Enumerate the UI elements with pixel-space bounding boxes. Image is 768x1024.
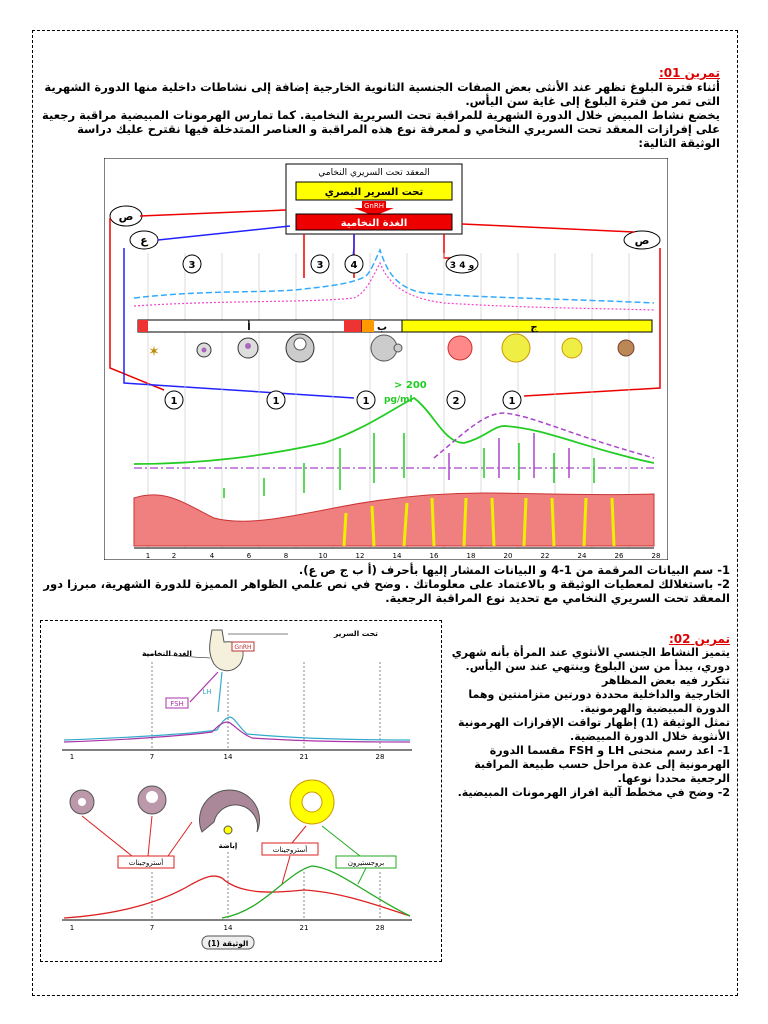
ovarian-hormones-figure: [42, 622, 438, 958]
exercise1-paragraph1: أثناء فترة البلوغ تظهر عند الأنثى بعض الصفات الجنسية الثانوية الخارجية إضافة إلى نشاطات داخلية منها الدورة الشهرية التى تمر من فترة البلوغ إلى غاية سن اليأس.: [44, 80, 720, 108]
exercise2-paragraph2: الخارجية والداخلية محددة دورتين متزامنتين وهما الدورة المبيضية والهرمونية.: [468, 688, 730, 715]
lh-label: LH: [202, 688, 212, 696]
num-1-c: 1: [362, 396, 370, 407]
lower-day-axis: [70, 924, 385, 932]
exercise1-question2: 2- باستغلالك لمعطيات الوثيقة و بالاعتماد على معلوماتك . وضح في نص علمي الظواهر المميزة للدورة الشهرية، مبرزا دور المعقد تحت السريري النخامي مع تحديد نوع المراقبة الرجعية.: [43, 577, 730, 605]
num-2: 2: [452, 396, 460, 407]
exercise2-question1: 1- اعد رسم منحنى LH و FSH مقسما الدورة الهرمونية إلى عدة مراحل حسب طبيعة المراقبة الرجعية محددا نوعها.: [474, 744, 730, 785]
svg-text:7: 7: [149, 924, 155, 932]
hypothalamus-label: تحت السرير البصري: [324, 187, 424, 198]
ovulation-label: إباضة: [218, 842, 238, 850]
exercise2-title: تمرين 02:: [668, 632, 730, 646]
svg-text:14: 14: [223, 753, 233, 761]
svg-text:28: 28: [375, 924, 385, 932]
menstrual-cycle-figure: [104, 158, 668, 560]
progesterone-label: بروجستيرون: [347, 859, 385, 867]
exercise2-paragraph3: تمثل الوثيقة (1) إظهار تواقت الإفرازات الهرمونية الأنثوية خلال الدورة المبيضية.: [458, 716, 730, 743]
exercise1-title: تمرين 01:: [658, 66, 720, 80]
svg-text:22: 22: [540, 552, 550, 560]
threshold-value: > 200: [394, 380, 427, 391]
num-3-a: 3: [188, 260, 196, 271]
exercise2-paragraph1: يتميز النشاط الجنسي الأنثوي عند المرأة بأنه شهري دوري، يبدأ من سن البلوغ وينتهي عند سن اليأس. تتكرر فيه بعض المظاهر: [451, 646, 730, 687]
svg-text:✶: ✶: [148, 344, 160, 360]
svg-text:21: 21: [299, 753, 309, 761]
svg-text:20: 20: [503, 552, 513, 560]
num-3-and-4: 3 و 4: [449, 261, 475, 271]
letter-sad-left: ص: [118, 210, 134, 223]
fsh-label: FSH: [170, 700, 184, 708]
exercise2-text: [446, 632, 730, 800]
threshold-unit: pg/ml: [384, 395, 413, 405]
estrogen-left-label: أستروجينات: [128, 859, 164, 867]
pituitary-label-2: الغدة النخامية: [142, 649, 192, 658]
follicle-drawings: [70, 780, 334, 834]
exercise2-question2: 2- وضح في مخطط آلية افراز الهرمونات المبيضية.: [457, 786, 730, 799]
svg-text:24: 24: [577, 552, 587, 560]
pituitary-label: الغدة النخامية: [340, 218, 408, 229]
letter-sad-right: ص: [634, 234, 650, 247]
letter-ain: ع: [140, 234, 148, 247]
phase-a: أ: [247, 322, 251, 333]
svg-text:4: 4: [209, 552, 215, 560]
svg-text:10: 10: [318, 552, 328, 560]
document1-caption: الوثيقة (1): [207, 939, 249, 948]
svg-text:14: 14: [392, 552, 402, 560]
num-1-d: 1: [508, 396, 516, 407]
phase-j: ج: [530, 322, 538, 333]
num-1-b: 1: [272, 396, 280, 407]
svg-text:28: 28: [651, 552, 661, 560]
svg-text:18: 18: [466, 552, 476, 560]
gnrh-box: GnRH: [234, 644, 252, 651]
svg-text:8: 8: [283, 552, 289, 560]
complex-label: المعقد تحت السريري النخامي: [318, 168, 430, 178]
exercise1-question1: 1- سم البيانات المرقمة من 1-4 و البيانات المشار إليها بأحرف (أ ب ج ص ع).: [298, 563, 730, 577]
exercise1-text: [40, 66, 720, 150]
exercise1-paragraph2: يخضع نشاط المبيض خلال الدورة الشهرية للمراقبة تحت السريرية النخامية. كما تمارس الهرمونات المبيضية مراقبة رجعية على إفرازات المعقد تحت السريري النخامي و لمعرفة نوع هذه المراقبة و العناصر المتدخلة فيها نقترح عليك دراسة الوثيقة التالية:: [42, 108, 720, 150]
svg-text:14: 14: [223, 924, 233, 932]
svg-text:28: 28: [375, 753, 385, 761]
svg-text:6: 6: [246, 552, 252, 560]
svg-text:2: 2: [171, 552, 177, 560]
upper-day-axis: [70, 753, 385, 761]
svg-text:16: 16: [429, 552, 439, 560]
svg-text:1: 1: [145, 552, 151, 560]
svg-text:12: 12: [355, 552, 365, 560]
phase-b: ب: [376, 322, 388, 333]
num-4: 4: [350, 260, 358, 271]
hypothalamus-label-2: تحت السرير: [334, 629, 378, 638]
svg-text:26: 26: [614, 552, 624, 560]
num-3-b: 3: [316, 260, 324, 271]
svg-text:21: 21: [299, 924, 309, 932]
svg-text:1: 1: [69, 924, 75, 932]
svg-text:7: 7: [149, 753, 155, 761]
num-1-a: 1: [170, 396, 178, 407]
svg-text:1: 1: [69, 753, 75, 761]
exercise1-questions: [40, 563, 730, 605]
estrogen-right-label: أستروجينات: [272, 846, 308, 854]
gnrh-label: GnRH: [364, 202, 384, 210]
